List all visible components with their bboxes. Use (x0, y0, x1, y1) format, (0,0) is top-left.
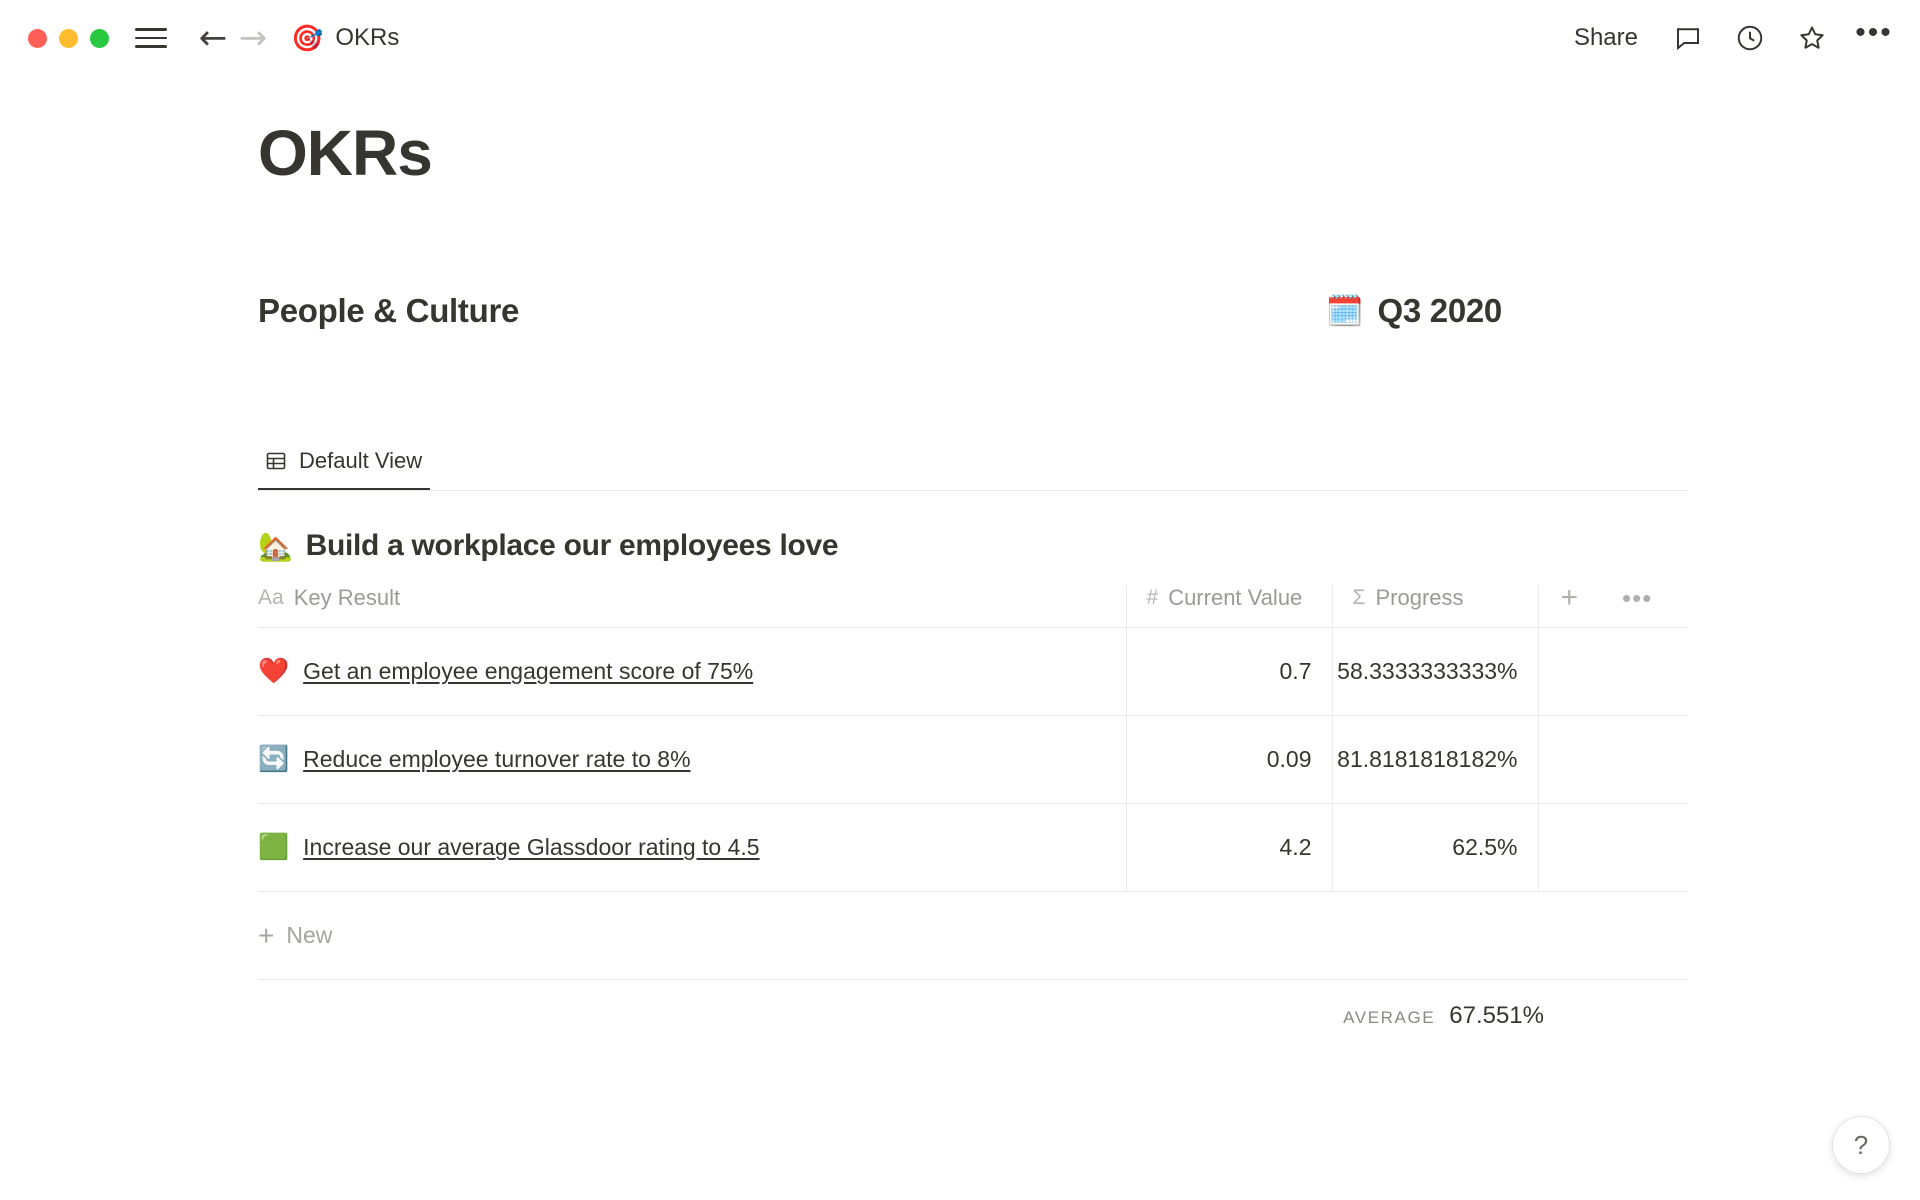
sidebar-toggle-icon[interactable] (135, 25, 167, 51)
section-heading: People & Culture (258, 292, 520, 330)
summary-value: 67.551% (1449, 1002, 1544, 1030)
back-arrow-icon[interactable]: ← (198, 18, 228, 58)
table-header-row (258, 585, 1688, 628)
quarter-label-group (1326, 292, 1598, 330)
target-icon: 🎯 (291, 23, 324, 53)
clock-icon[interactable] (1732, 20, 1768, 56)
green-square-icon: 🟩 (258, 833, 290, 862)
cell-empty (1538, 804, 1644, 892)
cell-empty (1538, 716, 1644, 804)
cell-key-result[interactable] (258, 804, 1126, 892)
group-title: Build a workplace our employees love (305, 529, 839, 563)
help-button[interactable]: ? (1832, 1116, 1890, 1174)
column-header-current-value[interactable] (1126, 585, 1332, 628)
column-header-key-result[interactable] (258, 585, 1126, 628)
row-spacer (1644, 628, 1688, 716)
section-header-row (258, 292, 1598, 330)
breadcrumb-title: OKRs (335, 24, 400, 51)
window-titlebar (0, 0, 1920, 76)
table-summary-row[interactable] (258, 1002, 1688, 1030)
window-controls (28, 29, 109, 48)
page-title: OKRs (258, 117, 432, 189)
table-row[interactable] (258, 716, 1688, 804)
comment-icon[interactable] (1670, 20, 1706, 56)
titlebar-actions (1568, 16, 1893, 56)
text-type-icon: Aa (258, 586, 284, 610)
cell-empty (1538, 628, 1644, 716)
add-column-header[interactable] (1538, 581, 1653, 628)
maximize-window-button[interactable] (90, 29, 109, 48)
tab-default-view[interactable] (258, 448, 430, 490)
quarter-label: Q3 2020 (1377, 292, 1502, 330)
okr-table (258, 581, 1688, 980)
heart-icon: ❤️ (258, 657, 290, 686)
star-icon[interactable] (1794, 20, 1830, 56)
cell-current-value[interactable]: 0.7 (1126, 628, 1332, 716)
column-label: Progress (1375, 585, 1464, 611)
table-icon (264, 449, 288, 473)
calendar-icon: 🗓️ (1326, 294, 1364, 328)
column-label: Key Result (293, 585, 401, 611)
cell-current-value[interactable]: 4.2 (1126, 804, 1332, 892)
plus-icon[interactable]: + (1560, 581, 1579, 615)
row-title[interactable]: Reduce employee turnover rate to 8% (303, 746, 691, 773)
tab-label: Default View (299, 448, 423, 474)
column-header-progress[interactable] (1332, 585, 1538, 628)
new-row-cell[interactable] (258, 892, 1688, 980)
table-row[interactable] (258, 628, 1688, 716)
cell-progress: 62.5% (1332, 804, 1538, 892)
new-row-label: New (286, 922, 333, 949)
forward-arrow-icon[interactable]: → (238, 18, 268, 58)
cell-key-result[interactable] (258, 628, 1126, 716)
column-label: Current Value (1168, 585, 1303, 611)
refresh-icon: 🔄 (258, 745, 290, 774)
cell-progress: 58.3333333333% (1332, 628, 1538, 716)
close-window-button[interactable] (28, 29, 47, 48)
breadcrumb[interactable] (291, 24, 399, 52)
share-button[interactable]: Share (1573, 24, 1638, 51)
cell-key-result[interactable] (258, 716, 1126, 804)
cell-current-value[interactable]: 0.09 (1126, 716, 1332, 804)
ellipsis-icon[interactable]: ••• (1855, 16, 1893, 49)
row-title[interactable]: Increase our average Glassdoor rating to 4.5 (303, 834, 760, 861)
row-title[interactable]: Get an employee engagement score of 75% (303, 658, 754, 685)
column-options-icon[interactable]: ••• (1622, 582, 1653, 613)
table-row[interactable] (258, 804, 1688, 892)
formula-type-icon: Σ (1352, 586, 1366, 610)
row-spacer (1644, 716, 1688, 804)
new-row[interactable] (258, 892, 1688, 980)
database-view-tabs (258, 448, 1688, 491)
cell-progress: 81.8181818182% (1332, 716, 1538, 804)
page-content (0, 118, 1920, 1030)
group-heading (258, 529, 1920, 563)
plus-icon: + (258, 920, 275, 952)
house-icon: 🏡 (258, 530, 293, 562)
summary-label: AVERAGE (1343, 1008, 1436, 1028)
number-type-icon: # (1146, 586, 1159, 610)
row-spacer (1644, 804, 1688, 892)
minimize-window-button[interactable] (59, 29, 78, 48)
